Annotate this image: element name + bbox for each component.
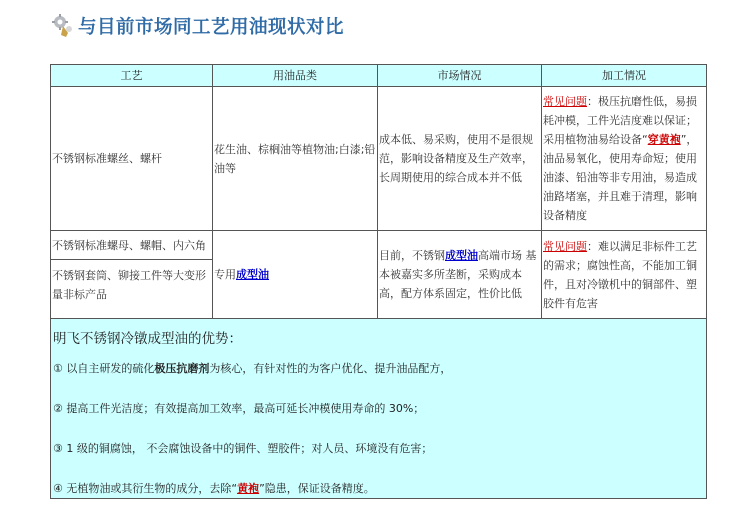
cell-process: 不锈钢标准螺丝、螺杆 <box>51 87 213 231</box>
cell-oil-type: 专用成型油 <box>213 231 378 319</box>
cell-processing: 常见问题：极压抗磨性低，易损耗冲模，工件光洁度难以保证；采用植物油易给设备“穿黄袍”，油品易氧化，使用寿命短；使用油漆、铅油等非专用油，易造成油路堵塞，并且难于清理，影响设备精度 <box>542 87 707 231</box>
forming-oil-link-2[interactable]: 成型油 <box>445 249 478 262</box>
cell-oil-type: 花生油、棕榈油等植物油;白漆;铅油等 <box>213 87 378 231</box>
advantages-row <box>51 319 707 499</box>
table-row <box>51 87 707 231</box>
yellow-robe-link[interactable]: 穿黄袍 <box>647 133 681 146</box>
cell-processing: 常见问题：难以满足非标件工艺的需求；腐蚀性高，不能加工铜件，且对冷镦机中的铜部件、塑胶件有危害 <box>542 231 707 319</box>
header-process: 工艺 <box>51 65 213 87</box>
common-issue-link-2[interactable]: 常见问题 <box>543 239 587 253</box>
advantages-section <box>51 319 707 499</box>
table-row <box>51 231 707 319</box>
table-header-row <box>51 65 707 87</box>
yellow-robe-link-2[interactable]: 黄袍 <box>237 482 260 495</box>
advantage-item-3: ③ 1 级的铜腐蚀， 不会腐蚀设备中的铜件、塑胶件；对人员、环境没有危害； <box>53 442 433 455</box>
header-oil-type: 用油品类 <box>213 65 378 87</box>
cell-market: 成本低、易采购，使用不是很规范，影响设备精度及生产效率，长周期使用的综合成本并不低 <box>378 87 542 231</box>
advantage-item-4: ④ 无植物油或其衍生物的成分，去除“黄袍”隐患，保证设备精度。 <box>53 482 375 495</box>
page-title: 与目前市场同工艺用油现状对比 <box>78 17 345 38</box>
header-processing: 加工情况 <box>542 65 707 87</box>
gear-mascot-icon <box>52 13 76 39</box>
cell-process-group <box>51 231 213 319</box>
advantages-title: 明飞不锈钢冷镦成型油的优势： <box>53 331 242 347</box>
common-issue-link[interactable]: 常见问题 <box>543 95 587 108</box>
cell-process-b: 不锈钢套筒、铆接工件等大变形量非标产品 <box>52 269 206 301</box>
comparison-table <box>50 64 707 499</box>
page-header <box>52 11 344 41</box>
forming-oil-link[interactable]: 成型油 <box>236 268 269 281</box>
advantage-item-2: ② 提高工件光洁度；有效提高加工效率，最高可延长冲模使用寿命的 30%； <box>53 402 425 415</box>
advantage-item-1: ① 以自主研发的硫化极压抗磨剂为核心，有针对性的为客户优化、提升油品配方， <box>53 362 452 375</box>
cell-market: 目前，不锈钢成型油高端市场 基本被嘉实多所垄断，采购成本高，配方体系固定，性价比低 <box>378 231 542 319</box>
cell-process-a: 不锈钢标准螺母、螺帽、内六角 <box>52 239 206 252</box>
header-market: 市场情况 <box>378 65 542 87</box>
